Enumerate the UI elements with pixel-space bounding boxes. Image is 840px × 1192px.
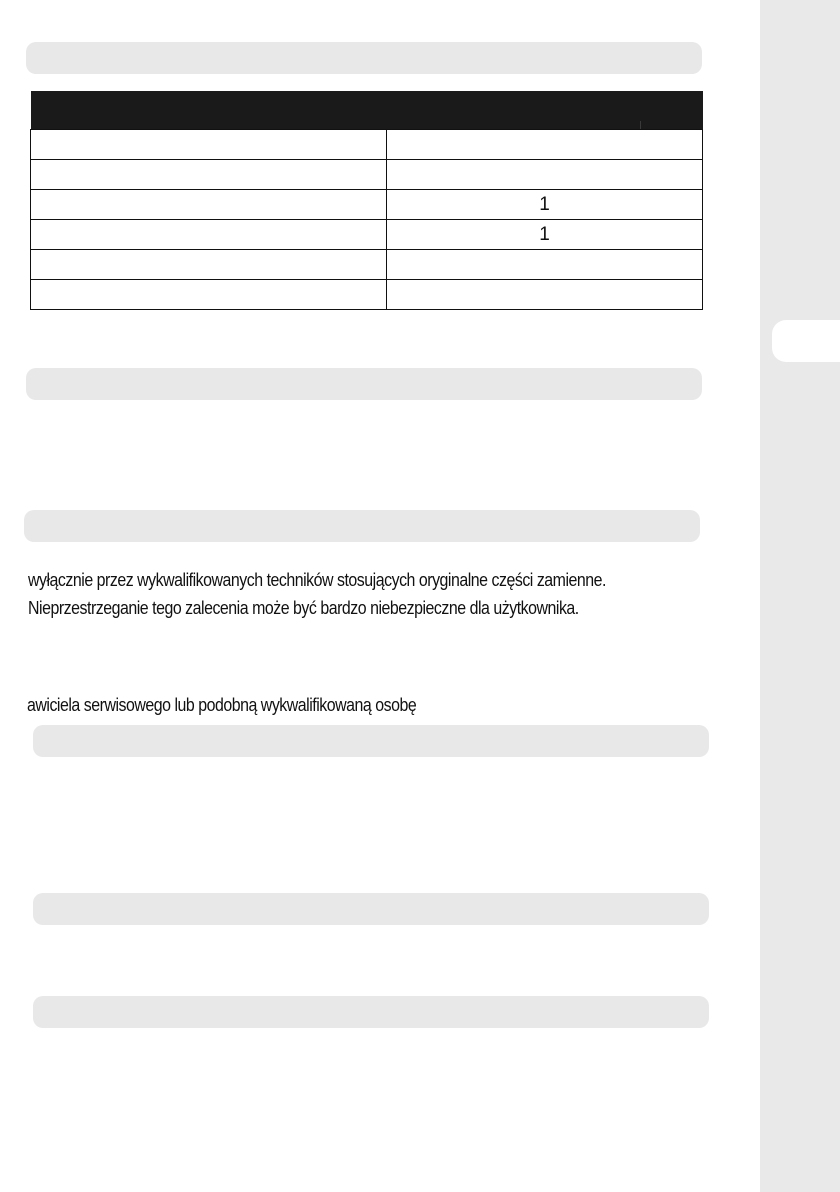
side-language-tab [772, 320, 840, 362]
row-label [31, 220, 387, 250]
row-label [31, 160, 387, 190]
table-row [31, 250, 703, 280]
table-row [31, 280, 703, 310]
table-row [31, 160, 703, 190]
table-row [31, 130, 703, 160]
section-header-bar-2 [26, 368, 702, 400]
row-label [31, 130, 387, 160]
row-label [31, 250, 387, 280]
paragraph-line: Nieprzestrzeganie tego zalecenia może być bardzo niebezpieczne dla użytkownika. [28, 597, 579, 618]
paragraph-line: wyłącznie przez wykwalifikowanych techników stosujących oryginalne części zamienne. [28, 569, 606, 590]
table-header-row [31, 91, 703, 130]
table-row [31, 190, 703, 220]
row-value [387, 130, 703, 160]
row-value [387, 160, 703, 190]
section-header-bar-6 [33, 996, 709, 1028]
table-header-cell [387, 91, 703, 130]
specification-table [30, 91, 703, 310]
row-value: 1 [387, 220, 703, 250]
row-value: 1 [387, 190, 703, 220]
section-header-bar-5 [33, 893, 709, 925]
section-header-bar-4 [33, 725, 709, 757]
row-value [387, 250, 703, 280]
table-row [31, 220, 703, 250]
section-header-bar-1 [26, 42, 702, 74]
row-value [387, 280, 703, 310]
table-header-cell [31, 91, 387, 130]
row-label [31, 280, 387, 310]
row-label [31, 190, 387, 220]
section-header-bar-3 [24, 510, 700, 542]
side-margin-strip [760, 0, 840, 1192]
paragraph-line: awiciela serwisowego lub podobną wykwalifikowaną osobę [27, 694, 417, 715]
